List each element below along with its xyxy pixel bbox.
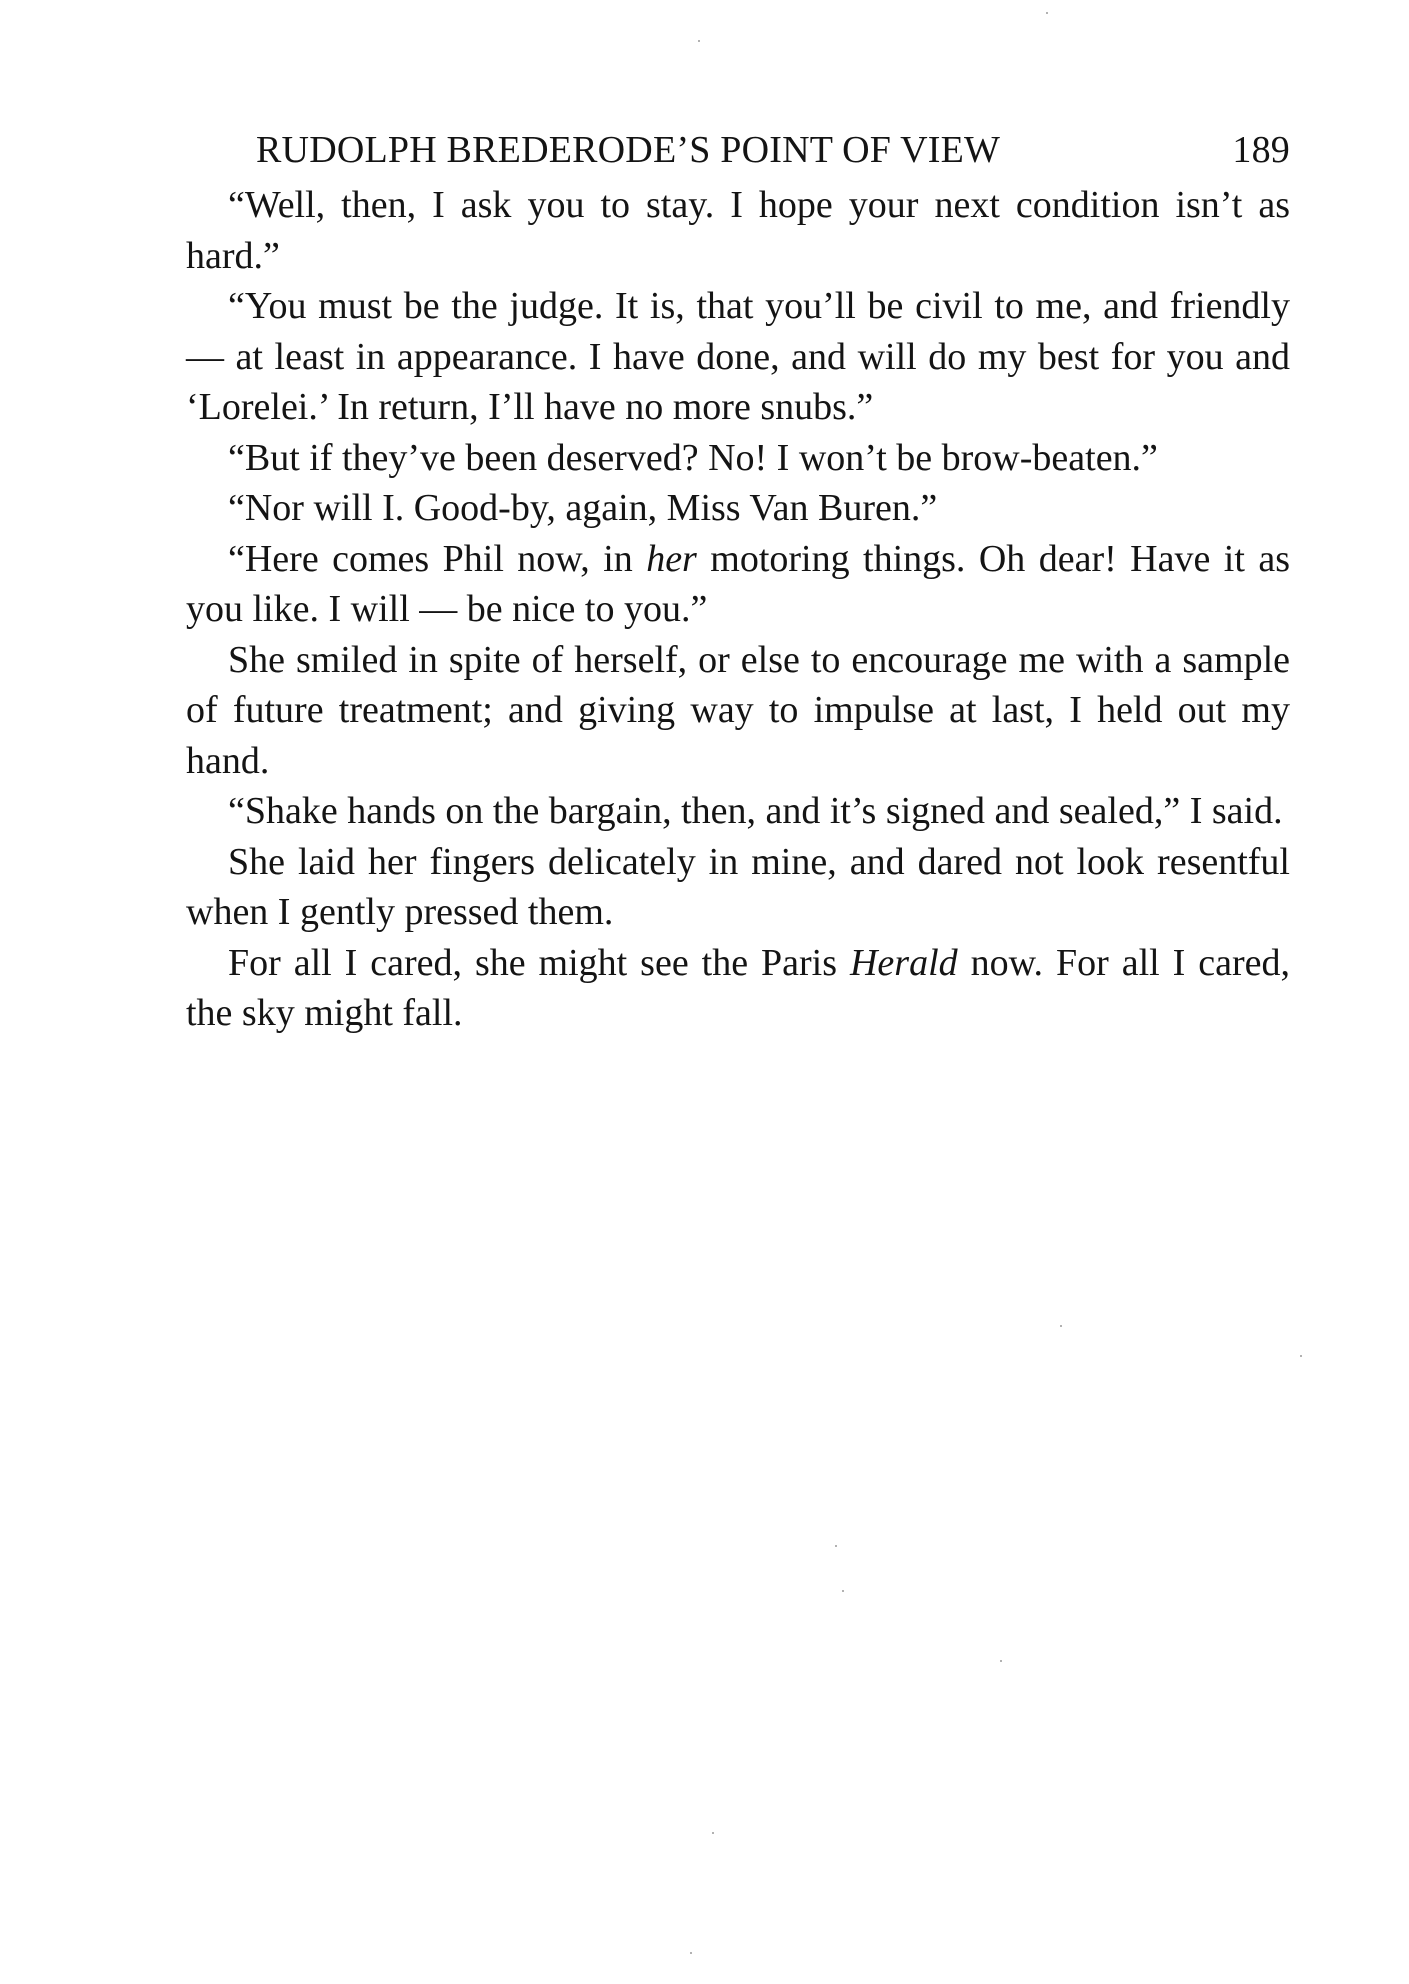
paragraph: “You must be the judge. It is, that you’ll be civil to me, and friendly — at least in appearance. I have done, and will do my best for you and ‘Lorelei.’ In return, I’ll have no more snubs.” [186,285,1290,428]
paragraph-text: now. For all I cared, the sky might fall. [186,941,1291,1034]
paragraph: “Well, then, I ask you to stay. I hope your next condition isn’t as hard.” [186,184,1290,277]
scan-speck [842,1590,844,1592]
paragraph-text: For all I cared, she might see the Paris [228,941,850,984]
emphasized-text: Herald [849,941,958,984]
paragraph [186,534,1290,635]
scan-speck [835,1545,837,1547]
scan-speck [1000,1660,1002,1662]
paragraph [186,938,1290,1039]
paragraph-text: motoring things. Oh dear! Have it as you like. I will — be nice to you.” [186,537,1290,630]
scan-speck [1046,12,1048,14]
scan-speck [1300,1355,1302,1357]
paragraph-text: “Here comes Phil now, in [228,537,647,580]
running-header [186,122,1290,178]
scan-speck [690,1952,692,1954]
running-title: RUDOLPH BREDERODE’S POINT OF VIEW [256,129,1001,171]
paragraph: “Shake hands on the bargain, then, and it’s signed and sealed,” I said. [228,790,1283,832]
scan-speck [1060,1325,1062,1327]
scan-speck [712,1832,714,1834]
paragraph: She smiled in spite of herself, or else to encourage me with a sample of future treatment; and giving way to impulse at last, I held out my hand. [186,638,1290,782]
scan-speck [698,40,700,42]
body-text [186,180,1290,1039]
emphasized-text: her [646,537,697,580]
paragraph: “Nor will I. Good-by, again, Miss Van Buren.” [228,487,938,529]
page-number: 189 [1232,129,1290,171]
paragraph: “But if they’ve been deserved? No! I won’t be brow-beaten.” [228,436,1158,479]
paragraph: She laid her fingers delicately in mine, and dared not look resentful when I gently pressed them. [186,840,1290,933]
